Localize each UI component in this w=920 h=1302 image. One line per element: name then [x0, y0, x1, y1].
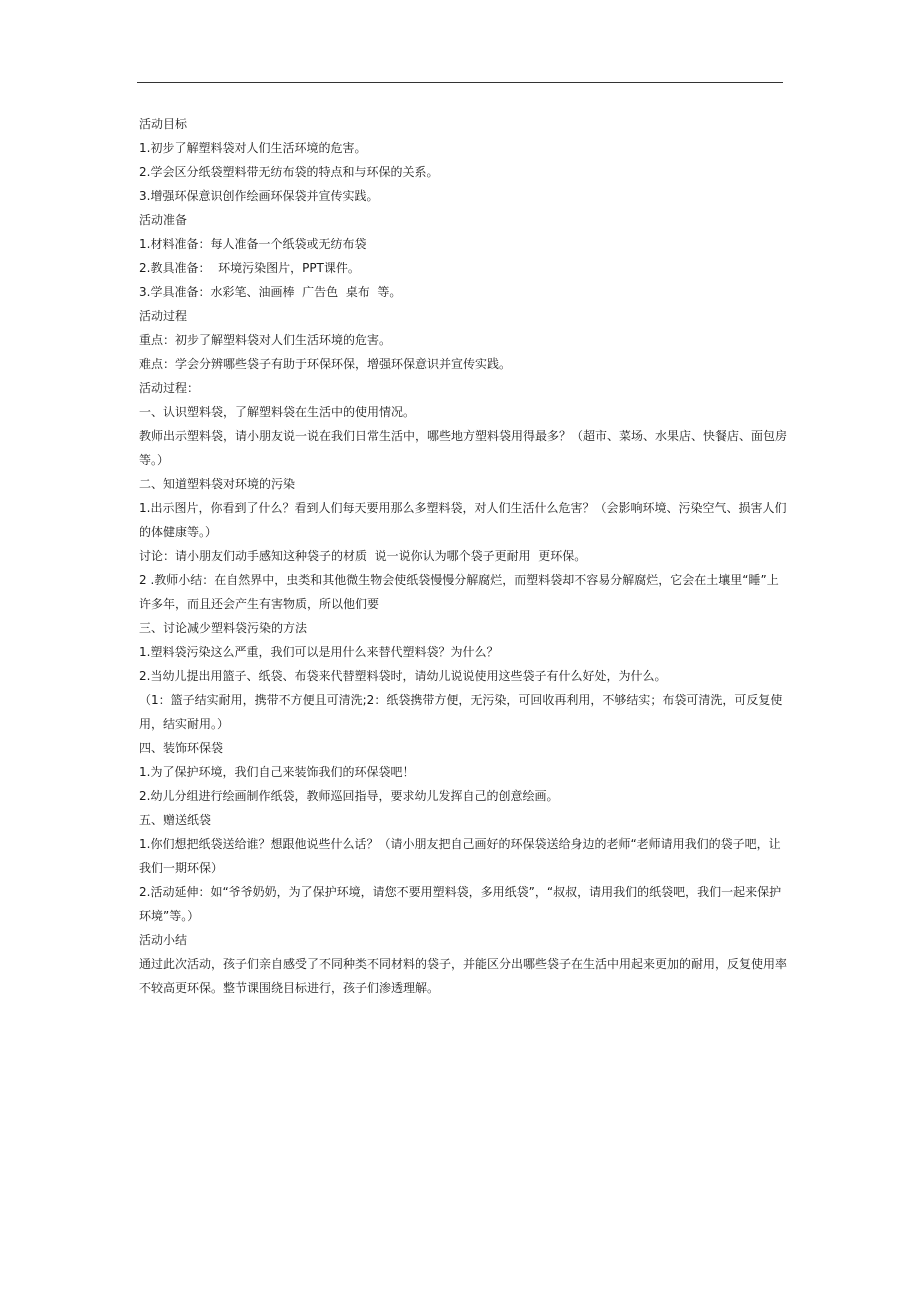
step-5-heading: 五、赠送纸袋 — [139, 813, 212, 827]
step-4-item-1: 1.为了保护环境，我们自己来装饰我们的环保袋吧！ — [139, 765, 415, 779]
step-3-note: （1：篮子结实耐用，携带不方便且可清洗;2：纸袋携带方便，无污染，可回收再利用，不够结实；布袋可清洗，可反复使用，结实耐用。） — [139, 693, 783, 731]
key-point: 重点：初步了解塑料袋对人们生活环境的危害。 — [139, 333, 392, 347]
section-heading-goals: 活动目标 — [139, 117, 188, 131]
document-body — [139, 112, 789, 1000]
goal-item-1: 1.初步了解塑料袋对人们生活环境的危害。 — [139, 141, 367, 155]
preparation-item-3: 3.学具准备：水彩笔、油画棒 广告色 桌布 等。 — [139, 285, 402, 299]
step-3-heading: 三、讨论减少塑料袋污染的方法 — [139, 621, 308, 635]
step-3-item-1: 1.塑料袋污染这么严重，我们可以是用什么来替代塑料袋？为什么？ — [139, 645, 499, 659]
step-5-item-1: 1.你们想把纸袋送给谁？想跟他说些什么话？（请小朋友把自己画好的环保袋送给身边的老师“老师请用我们的袋子吧，让我们一期环保） — [139, 837, 781, 875]
goal-item-3: 3.增强环保意识创作绘画环保袋并宣传实践。 — [139, 189, 379, 203]
section-heading-process: 活动过程 — [139, 309, 188, 323]
step-2-discussion: 讨论：请小朋友们动手感知这种袋子的材质 说一说你认为哪个袋子更耐用 更环保。 — [139, 549, 587, 563]
step-2-heading: 二、知道塑料袋对环境的污染 — [139, 477, 296, 491]
step-5-item-2: 2.活动延伸：如“爷爷奶奶，为了保护环境，请您不要用塑料袋，多用纸袋”，“叔叔，请用我们的纸袋吧，我们一起来保护环境”等。） — [139, 885, 782, 923]
step-4-heading: 四、装饰环保袋 — [139, 741, 224, 755]
header-rule — [137, 82, 783, 83]
step-2-summary: 2 .教师小结：在自然界中，虫类和其他微生物会使纸袋慢慢分解腐烂，而塑料袋却不容易分解腐烂，它会在土壤里“睡”上许多年，而且还会产生有害物质，所以他们要 — [139, 573, 779, 611]
section-heading-preparation: 活动准备 — [139, 213, 188, 227]
goal-item-2: 2.学会区分纸袋塑料带无纺布袋的特点和与环保的关系。 — [139, 165, 439, 179]
preparation-item-2: 2.教具准备： 环境污染图片，PPT课件。 — [139, 261, 360, 275]
step-1-heading: 一、认识塑料袋，了解塑料袋在生活中的使用情况。 — [139, 405, 416, 419]
step-4-item-2: 2.幼儿分组进行绘画制作纸袋，教师巡回指导，要求幼儿发挥自己的创意绘画。 — [139, 789, 559, 803]
preparation-item-1: 1.材料准备：每人准备一个纸袋或无纺布袋 — [139, 237, 367, 251]
process-label: 活动过程： — [139, 381, 200, 395]
section-heading-summary: 活动小结 — [139, 933, 188, 947]
step-3-item-2: 2.当幼儿提出用篮子、纸袋、布袋来代替塑料袋时，请幼儿说说使用这些袋子有什么好处，为什么。 — [139, 669, 667, 683]
step-1-paragraph: 教师出示塑料袋，请小朋友说一说在我们日常生活中，哪些地方塑料袋用得最多？（超市、菜场、水果店、快餐店、面包房等。） — [139, 429, 788, 467]
difficult-point: 难点：学会分辨哪些袋子有助于环保环保，增强环保意识并宣传实践。 — [139, 357, 512, 371]
step-2-item-1: 1.出示图片，你看到了什么？看到人们每天要用那么多塑料袋，对人们生活什么危害？（会影响环境、污染空气、损害人们的体健康等。） — [139, 501, 787, 539]
summary-paragraph: 通过此次活动，孩子们亲自感受了不同种类不同材料的袋子，并能区分出哪些袋子在生活中用起来更加的耐用，反复使用率不较高更环保。整节课围绕目标进行，孩子们渗透理解。 — [139, 957, 788, 995]
